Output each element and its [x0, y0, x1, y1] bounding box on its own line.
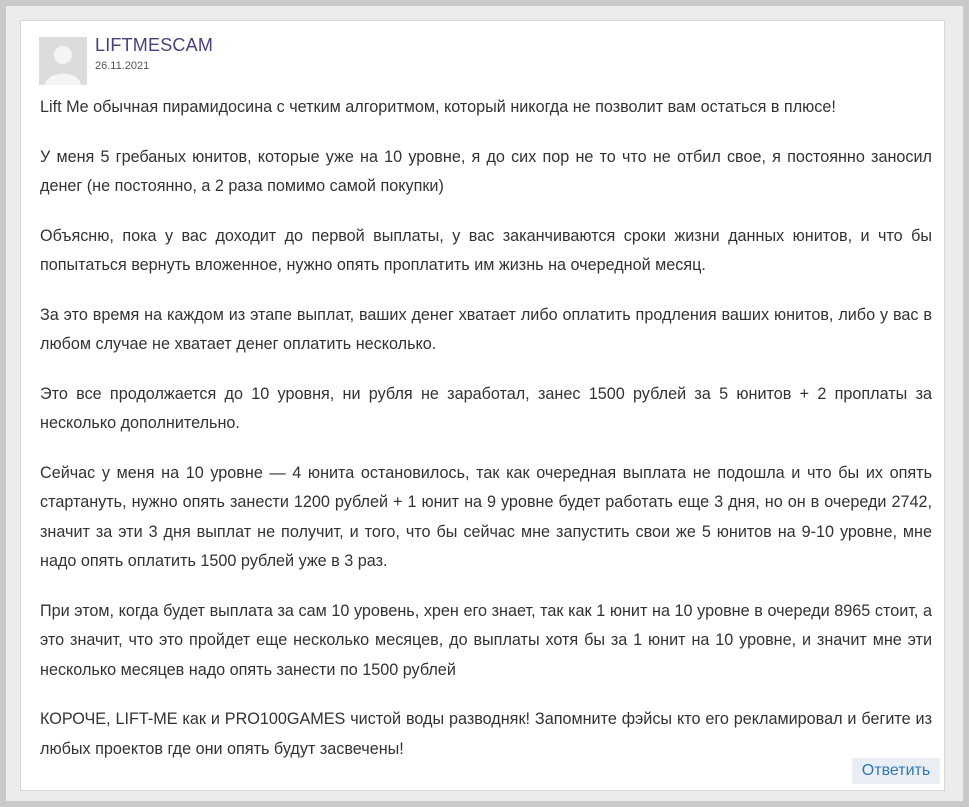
comment-paragraph: Объясню, пока у вас доходит до первой выплаты, у вас заканчиваются сроки жизни данных юнитов, и что бы попытаться вернуть вложенное, нужно опять проплатить им жизнь на очередной месяц.: [40, 226, 932, 274]
comment-paragraph: У меня 5 гребаных юнитов, которые уже на 10 уровне, я до сих пор не то что не отбил свое, я постоянно заносил денег (не постоянно, а 2 раза помимо самой покупки): [40, 147, 932, 195]
comment-paragraph: Сейчас у меня на 10 уровне — 4 юнита остановилось, так как очередная выплата не подошла и что бы их опять стартануть, нужно опять занести 1200 рублей + 1 юнит на 9 уровне будет работать еще 3 дня, но он в очереди 2742, значит за эти 3 дня выплат не получит, и того, что бы сейчас мне запустить свои же 5 юнитов на 9-10 уровне, мне надо опять оплатить 1500 рублей уже в 3 раз.: [40, 463, 932, 570]
comment-date: 26.11.2021: [95, 60, 150, 72]
reply-button[interactable]: Ответить: [852, 758, 940, 784]
comment-paragraph: Это все продолжается до 10 уровня, ни рубля не заработал, занес 1500 рублей за 5 юнитов + 2 проплаты за несколько дополнительно.: [40, 384, 932, 432]
default-user-avatar-icon: [39, 37, 87, 85]
comment-paragraph: За это время на каждом из этапе выплат, ваших денег хватает либо оплатить продления ваших юнитов, либо у вас в любом случае не хватает денег оплатить несколько.: [40, 305, 932, 353]
comment-body: [40, 93, 932, 784]
comment-paragraph: Lift Me обычная пирамидосина с четким алгоритмом, который никогда не позволит вам остаться в плюсе!: [40, 98, 836, 116]
comment-paragraph: При этом, когда будет выплата за сам 10 уровень, хрен его знает, так как 1 юнит на 10 уровне в очереди 8965 стоит, а это значит, что это пройдет еще несколько месяцев, до выплаты хотя бы за 1 юнит на 10 уровне, и значит мне эти несколько месяцев надо опять занести по 1500 рублей: [40, 601, 932, 679]
comment-author[interactable]: LIFTMESCAM: [95, 35, 214, 55]
comment-paragraph: КОРОЧЕ, LIFT-ME как и PRO100GAMES чистой воды разводняк! Запомните фэйсы кто его рекламировал и бегите из любых проектов где они опять будут засвечены!: [40, 710, 932, 758]
comment-card: [20, 20, 945, 791]
comment-frame: [6, 6, 963, 801]
